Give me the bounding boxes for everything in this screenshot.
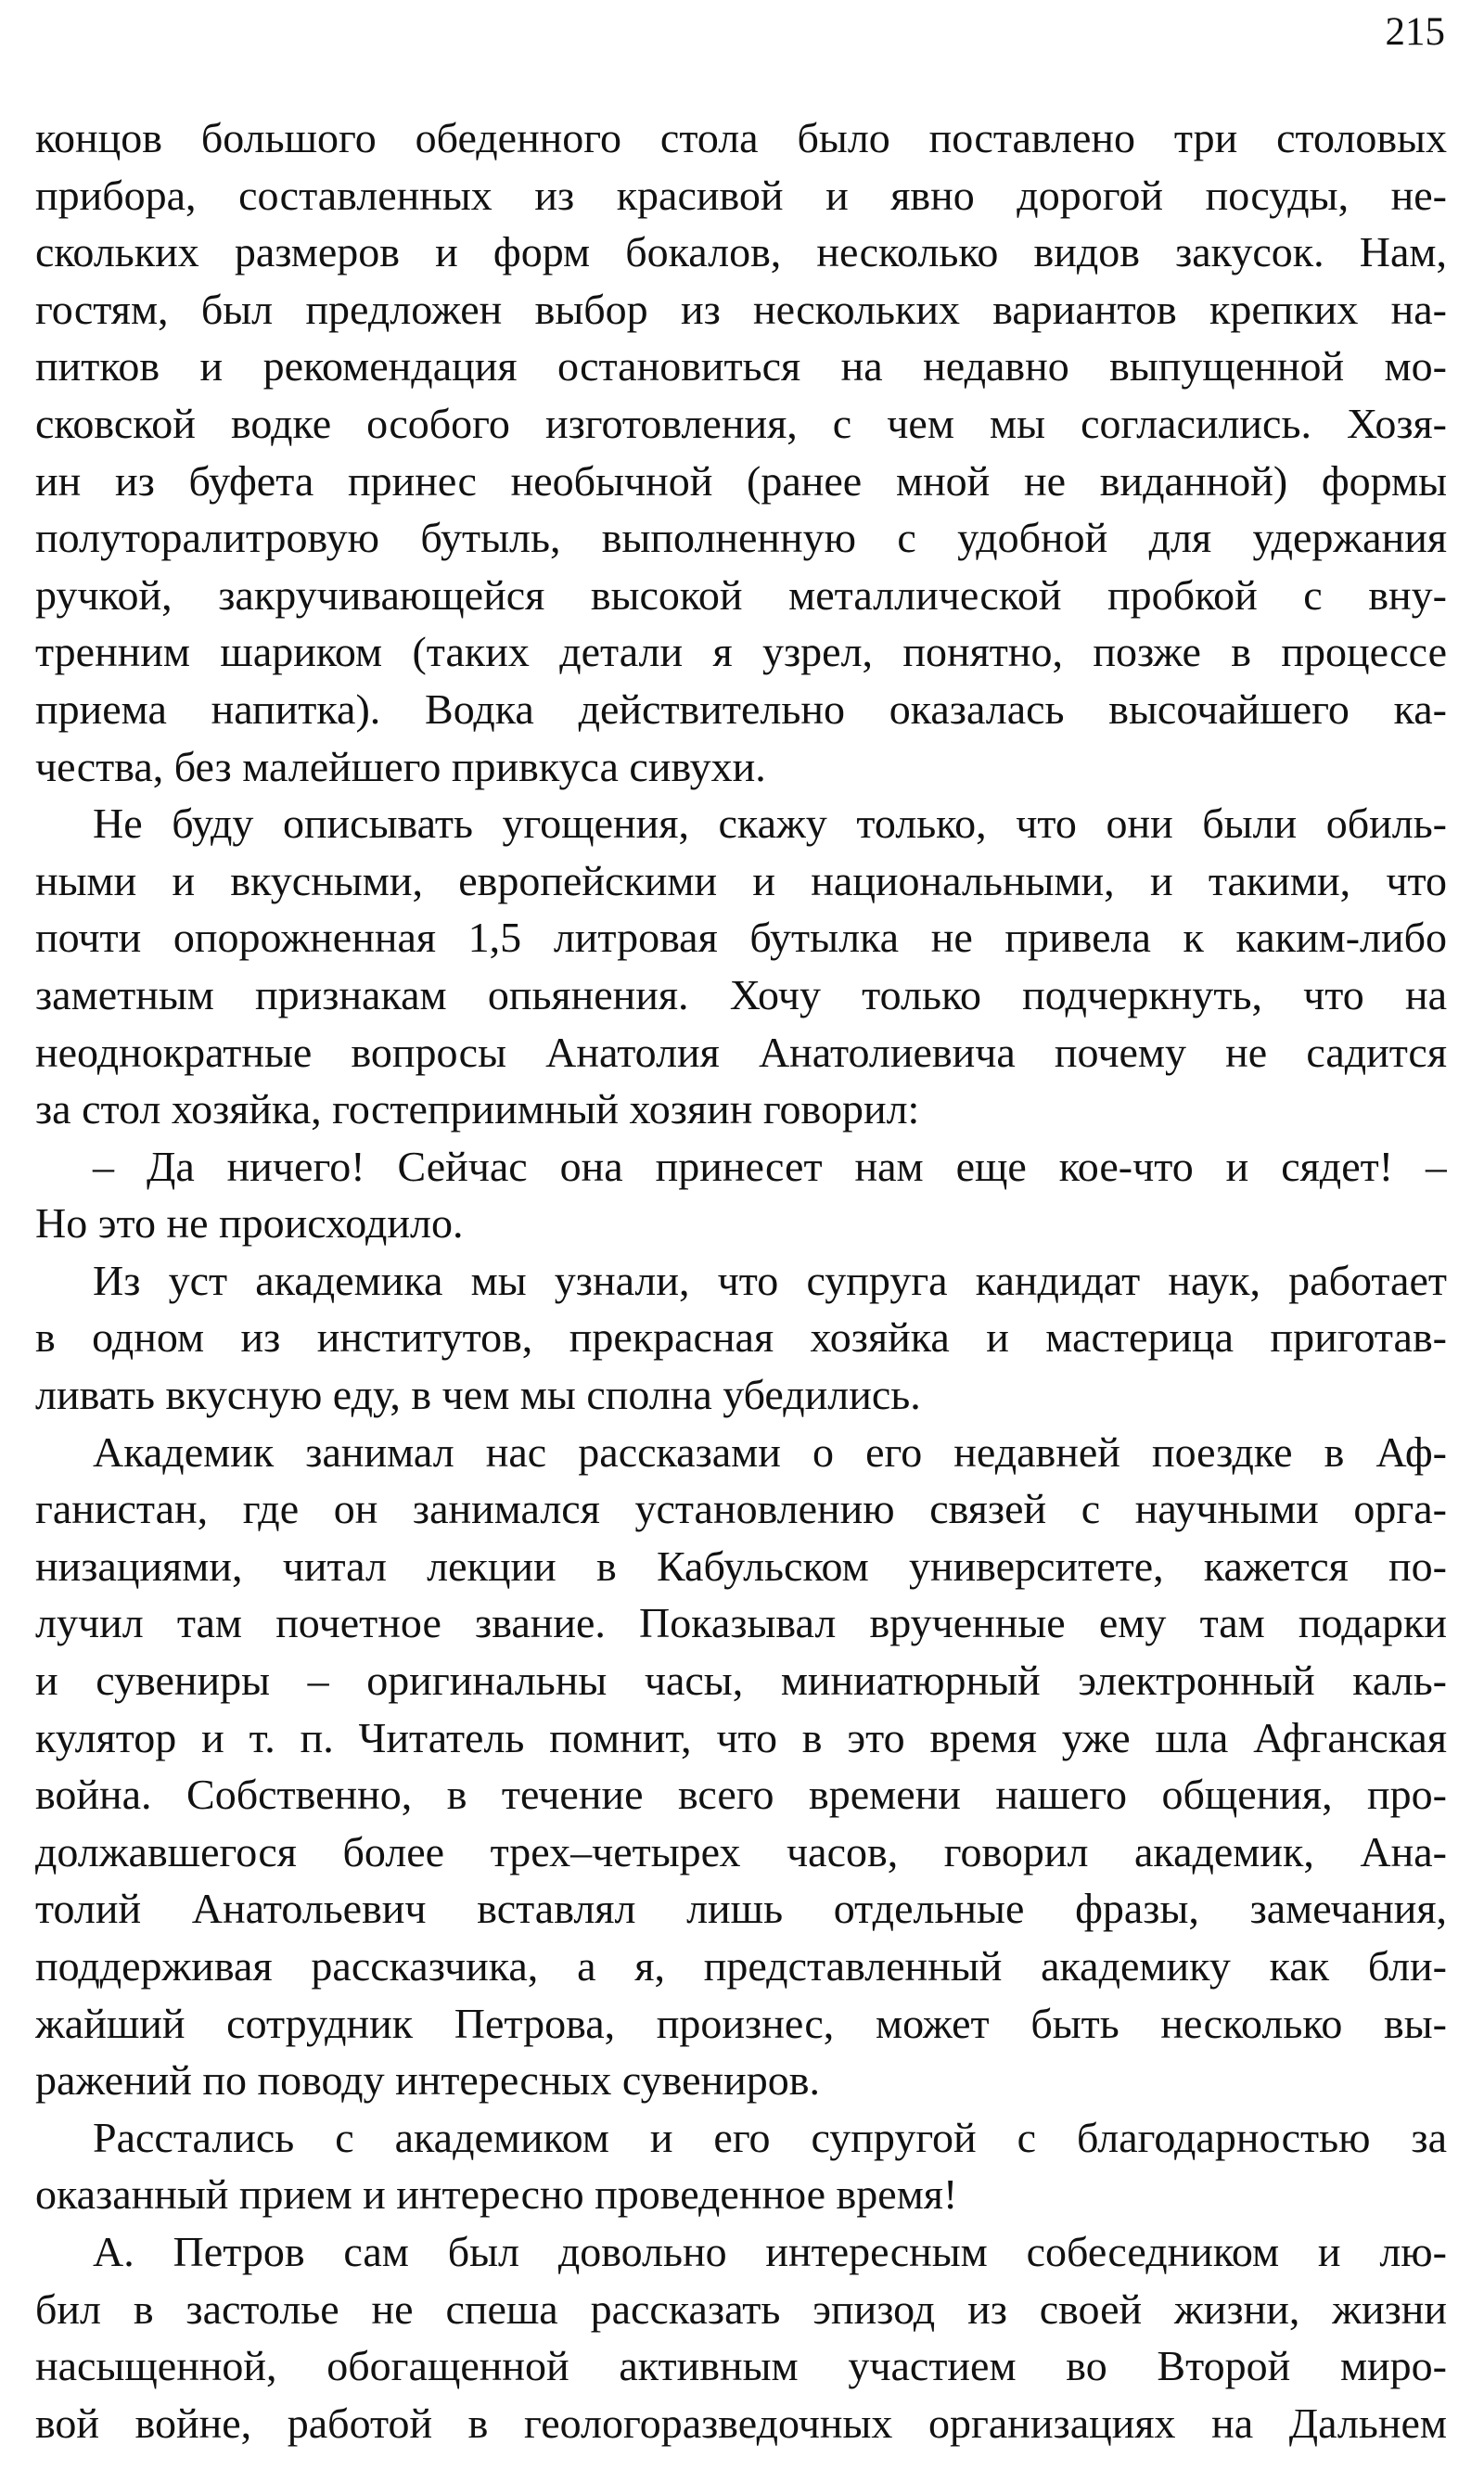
text-line: лучил там почетное звание. Показывал врученные ему там подарки — [35, 1599, 1447, 1647]
text-line: поддерживая рассказчика, а я, представленный академику как бли- — [35, 1942, 1447, 1990]
text-line: полуторалитровую бутыль, выполненную с удобной для удержания — [35, 514, 1447, 562]
text-line: ливать вкусную еду, в чем мы сполна убедились. — [35, 1371, 921, 1419]
text-line: кулятор и т. п. Читатель помнит, что в это время уже шла Афганская — [35, 1713, 1447, 1761]
text-line: толий Анатольевич вставлял лишь отдельные фразы, замечания, — [35, 1885, 1447, 1933]
text-line: питков и рекомендация остановиться на недавно выпущенной мо- — [35, 342, 1447, 390]
body-text — [35, 109, 1447, 2451]
text-line: ручкой, закручивающейся высокой металлической пробкой с вну- — [35, 570, 1447, 619]
text-line: концов большого обеденного стола было поставлено три столовых — [35, 114, 1447, 161]
text-line: бил в застолье не спеша рассказать эпизод из своей жизни, жизни — [35, 2285, 1447, 2333]
text-line: в одном из институтов, прекрасная хозяйка и мастерица приготав- — [35, 1313, 1447, 1362]
paragraph — [35, 2223, 1447, 2451]
page-number: 215 — [1385, 10, 1445, 54]
text-line: Академик занимал нас рассказами о его недавней поездке в Аф- — [93, 1427, 1447, 1476]
paragraph — [35, 109, 1447, 795]
text-line: ражений по поводу интересных сувениров. — [35, 2056, 820, 2105]
text-line: жайший сотрудник Петрова, произнес, может быть несколько вы- — [35, 1999, 1447, 2047]
text-line: ганистан, где он занимался установлению связей с научными орга- — [35, 1485, 1447, 1533]
text-line: скольких размеров и форм бокалов, несколько видов закусок. Нам, — [35, 228, 1447, 276]
text-line: Не буду описывать угощения, скажу только, что они были обиль- — [93, 800, 1447, 848]
text-line: заметным признакам опьянения. Хочу только подчеркнуть, что на — [35, 970, 1447, 1018]
text-line: Расстались с академиком и его супругой с благодарностью за — [93, 2113, 1447, 2161]
text-line: война. Собственно, в течение всего времени нашего общения, про- — [35, 1771, 1447, 1819]
text-line: за стол хозяйка, гостеприимный хозяин говорил: — [35, 1085, 920, 1133]
paragraph — [35, 2109, 1447, 2223]
paragraph — [35, 1424, 1447, 2109]
text-line: должавшегося более трех–четырех часов, говорил академик, Ана- — [35, 1827, 1447, 1875]
text-line: чества, без малейшего привкуса сивухи. — [35, 742, 766, 790]
paragraph — [35, 1138, 1447, 1252]
text-line: ными и вкусными, европейскими и национальными, и такими, что — [35, 856, 1447, 904]
text-line: ин из буфета принес необычной (ранее мной не виданной) формы — [35, 456, 1447, 505]
text-line: низациями, читал лекции в Кабульском университете, кажется по- — [35, 1542, 1447, 1590]
paragraph — [35, 1252, 1447, 1424]
text-line: сковской водке особого изготовления, с чем мы согласились. Хозя- — [35, 399, 1447, 447]
text-line: гостям, был предложен выбор из нескольких вариантов крепких на- — [35, 285, 1447, 333]
text-line: вой войне, работой в геологоразведочных организациях на Дальнем — [35, 2399, 1447, 2447]
text-line: и сувениры – оригинальны часы, миниатюрный электронный каль- — [35, 1657, 1447, 1705]
paragraph — [35, 795, 1447, 1138]
text-line: Но это не происходило. — [35, 1199, 464, 1248]
text-line: Из уст академика мы узнали, что супруга кандидат наук, работает — [93, 1256, 1447, 1304]
text-line: А. Петров сам был довольно интересным собеседником и лю- — [93, 2227, 1447, 2275]
text-line: насыщенной, обогащенной активным участием во Второй миро- — [35, 2342, 1447, 2390]
text-line: – Да ничего! Сейчас она принесет нам еще кое-что и сядет! – — [93, 1142, 1447, 1190]
text-line: почти опорожненная 1,5 литровая бутылка не привела к каким-либо — [35, 914, 1447, 962]
text-line: оказанный прием и интересно проведенное время! — [35, 2170, 958, 2219]
text-line: неоднократные вопросы Анатолия Анатолиевича почему не садится — [35, 1028, 1447, 1076]
text-line: прибора, составленных из красивой и явно дорогой посуды, не- — [35, 171, 1447, 219]
text-line: тренним шариком (таких детали я узрел, понятно, позже в процессе — [35, 628, 1447, 676]
text-line: приема напитка). Водка действительно оказалась высочайшего ка- — [35, 685, 1447, 733]
